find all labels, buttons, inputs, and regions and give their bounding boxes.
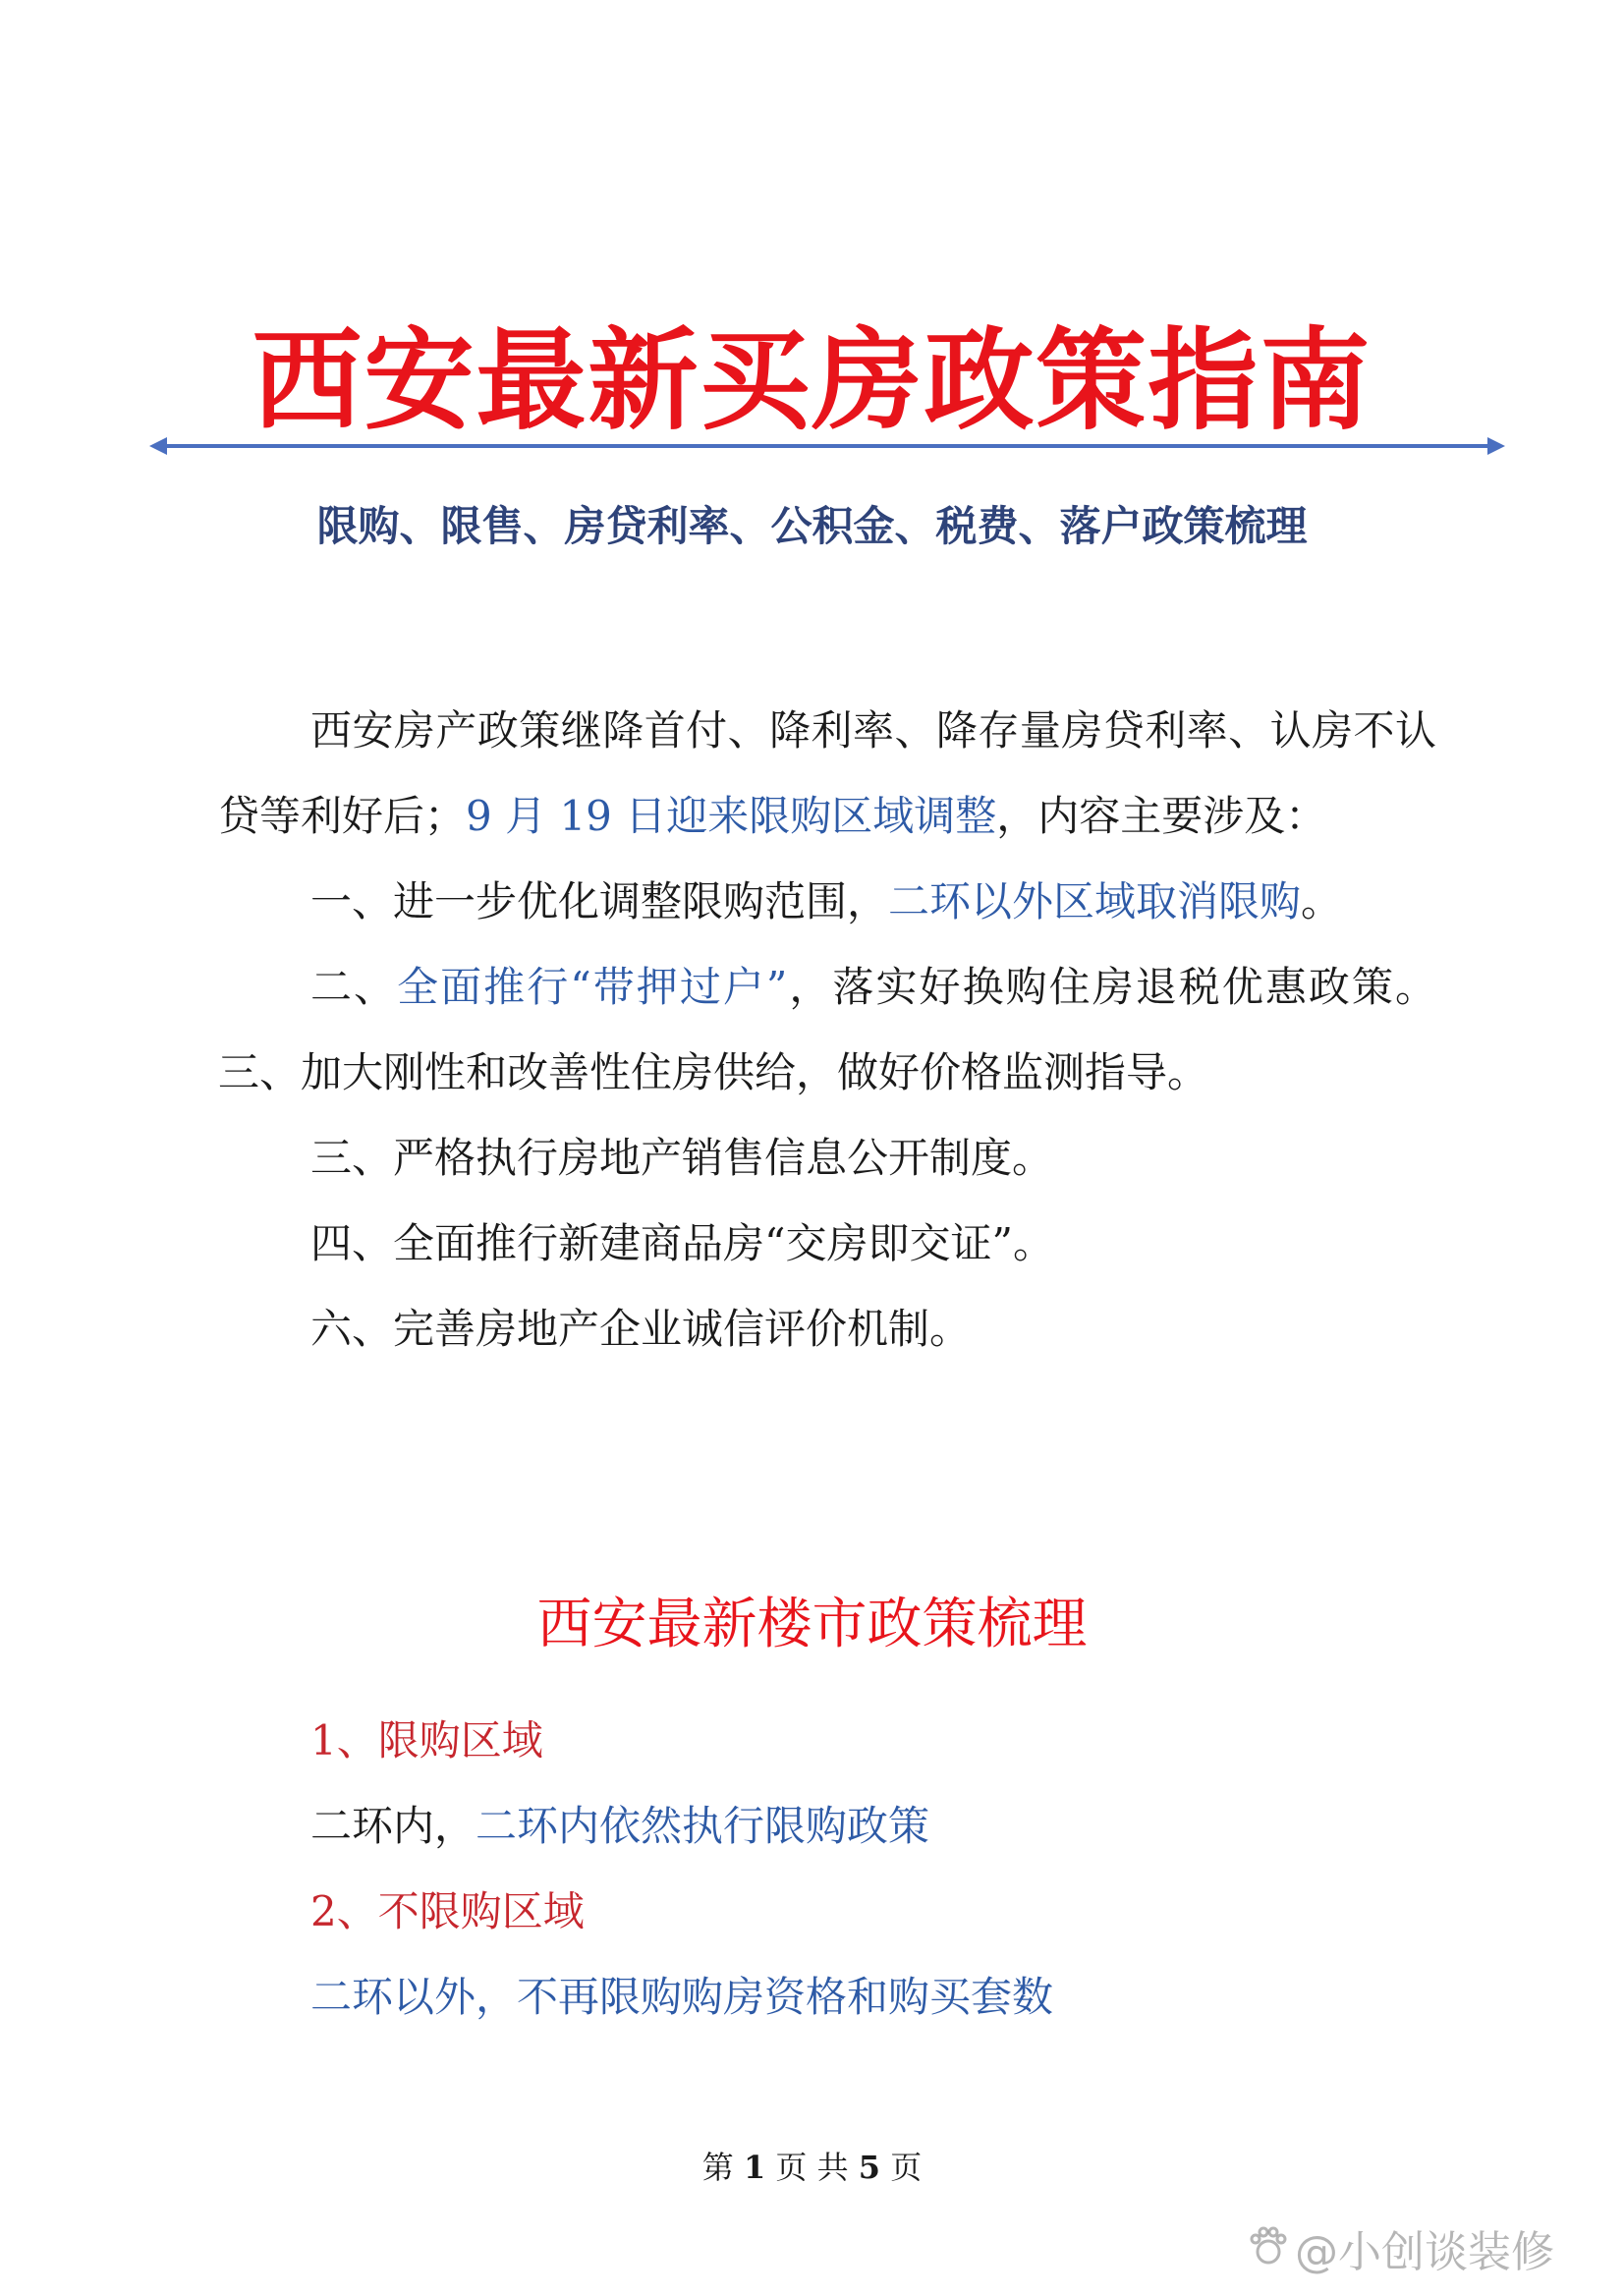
intro-paragraph	[218, 688, 1436, 859]
item-text: 二环内，	[310, 1802, 476, 1850]
policy-highlight: 二环以外区域取消限购	[888, 877, 1302, 925]
intro-text: 西安房产政策继降首付、降利率、降存量房贷利率、认房不认贷等利好后；	[218, 706, 1436, 840]
item-text-unrestricted: 二环以外，不再限购购房资格和购买套数	[310, 1973, 1054, 2021]
policy-text: 二、	[310, 963, 398, 1011]
item-heading-unrestricted: 2、不限购区域	[310, 1887, 585, 1935]
item-heading-restricted: 1、限购区域	[310, 1716, 543, 1764]
policy-item-2	[218, 944, 1436, 1115]
item-text-restricted	[310, 1783, 1440, 1869]
policy-item-6: 六、完善房地产企业诚信评价机制。	[310, 1305, 972, 1353]
policy-item-3: 三、严格执行房地产销售信息公开制度。	[310, 1134, 1054, 1182]
intro-section	[218, 688, 1436, 1372]
footer-text: 第	[701, 2149, 734, 2186]
policy-text: 一、进一步优化调整限购范围，	[310, 877, 889, 925]
item-highlight: 二环内依然执行限购政策	[476, 1802, 930, 1850]
page-subtitle: 限购、限售、房贷利率、公积金、税费、落户政策梳理	[316, 502, 1308, 550]
watermark-text: @小创谈装修	[1295, 2227, 1554, 2277]
page-title: 西安最新买房政策指南	[252, 316, 1372, 445]
policy-item-1	[218, 859, 1436, 944]
policy-item-4: 四、全面推行新建商品房“交房即交证”。	[310, 1219, 1054, 1267]
footer-text: 页	[890, 2149, 923, 2186]
section-title: 西安最新楼市政策梳理	[536, 1593, 1088, 1656]
watermark	[1246, 2218, 1609, 2277]
policy-text: ，落实好换购住房退税优惠政策。三、加大刚性和改善性住房供给，做好价格监测指导。	[218, 963, 1436, 1096]
paw-logo-icon	[1246, 2225, 1291, 2270]
highlight-date: 9 月 19 日迎来限购区域调整	[466, 792, 997, 840]
page-footer	[0, 2144, 1624, 2191]
total-page-count: 5	[858, 2149, 881, 2186]
policy-list	[310, 1698, 1440, 2040]
intro-text: ，内容主要涉及：	[996, 792, 1327, 840]
double-arrow-divider	[149, 434, 1505, 458]
footer-text: 页 共	[775, 2149, 849, 2186]
policy-text: 。	[1301, 877, 1343, 925]
policy-highlight: 全面推行“带押过户”	[397, 963, 788, 1011]
current-page-number: 1	[743, 2149, 766, 2186]
